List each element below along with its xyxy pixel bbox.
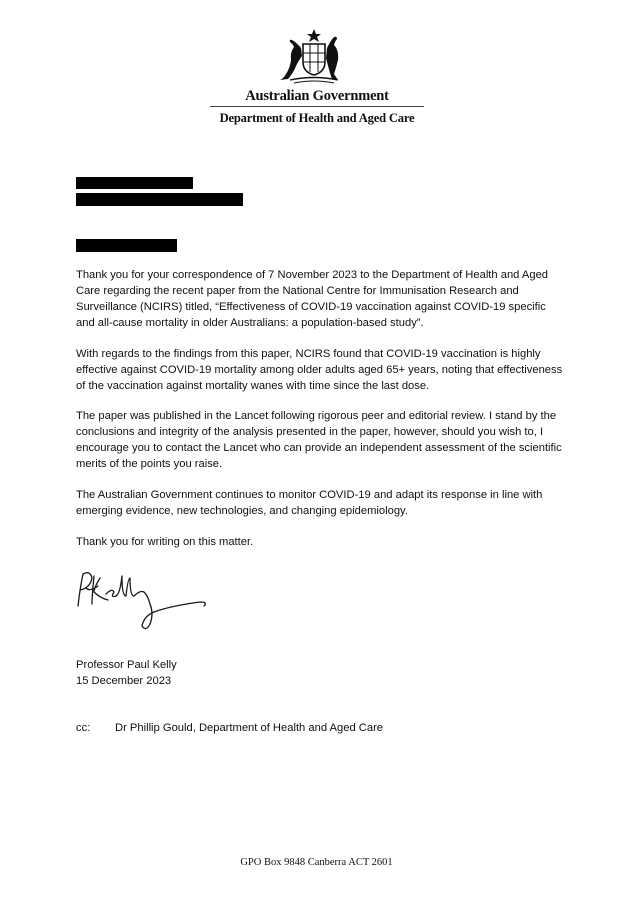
redacted-salutation	[76, 239, 177, 252]
body-paragraph: The Australian Government continues to monitor COVID-19 and adapt its response in line with emerging evidence, new technologies, and changing epidemiology.	[76, 489, 543, 517]
redacted-recipient-address	[76, 193, 243, 206]
body-paragraph: Thank you for your correspondence of 7 November 2023 to the Department of Health and Aged Care regarding the recent paper from the National Centre for Immunisation Research and Surveillance (NCIRS) titled, “Effectiveness of COVID-19 vaccination against COVID-19 specific and all-cause mortality in older Australians: a population-based study”.	[76, 269, 549, 329]
department-name: Department of Health and Aged Care	[219, 111, 415, 125]
body-paragraph: Thank you for writing on this matter.	[76, 536, 254, 548]
government-name: Australian Government	[245, 88, 389, 104]
body-paragraph: The paper was published in the Lancet following rigorous peer and editorial review. I stand by the conclusions and integrity of the analysis presented in the paper, however, should you wish to, I encourage you to contact the Lancet who can provide an independent assessment of the scientific merits of the points you raise.	[76, 410, 562, 470]
cc-recipient: Dr Phillip Gould, Department of Health and Aged Care	[115, 722, 384, 734]
signature-image	[70, 566, 215, 634]
footer-address: GPO Box 9848 Canberra ACT 2601	[240, 857, 393, 868]
coat-of-arms-icon	[276, 28, 352, 86]
signatory-name: Professor Paul Kelly	[76, 659, 177, 671]
redacted-recipient-name	[76, 177, 193, 189]
body-paragraph: With regards to the findings from this paper, NCIRS found that COVID-19 vaccination is highly effective against COVID-19 mortality among older adults aged 65+ years, noting that effectiveness of the vaccination against mortality wanes with time since the last dose.	[76, 348, 563, 392]
cc-label: cc:	[76, 722, 91, 734]
letter-date: 15 December 2023	[76, 675, 172, 687]
letterhead-divider	[210, 106, 424, 107]
